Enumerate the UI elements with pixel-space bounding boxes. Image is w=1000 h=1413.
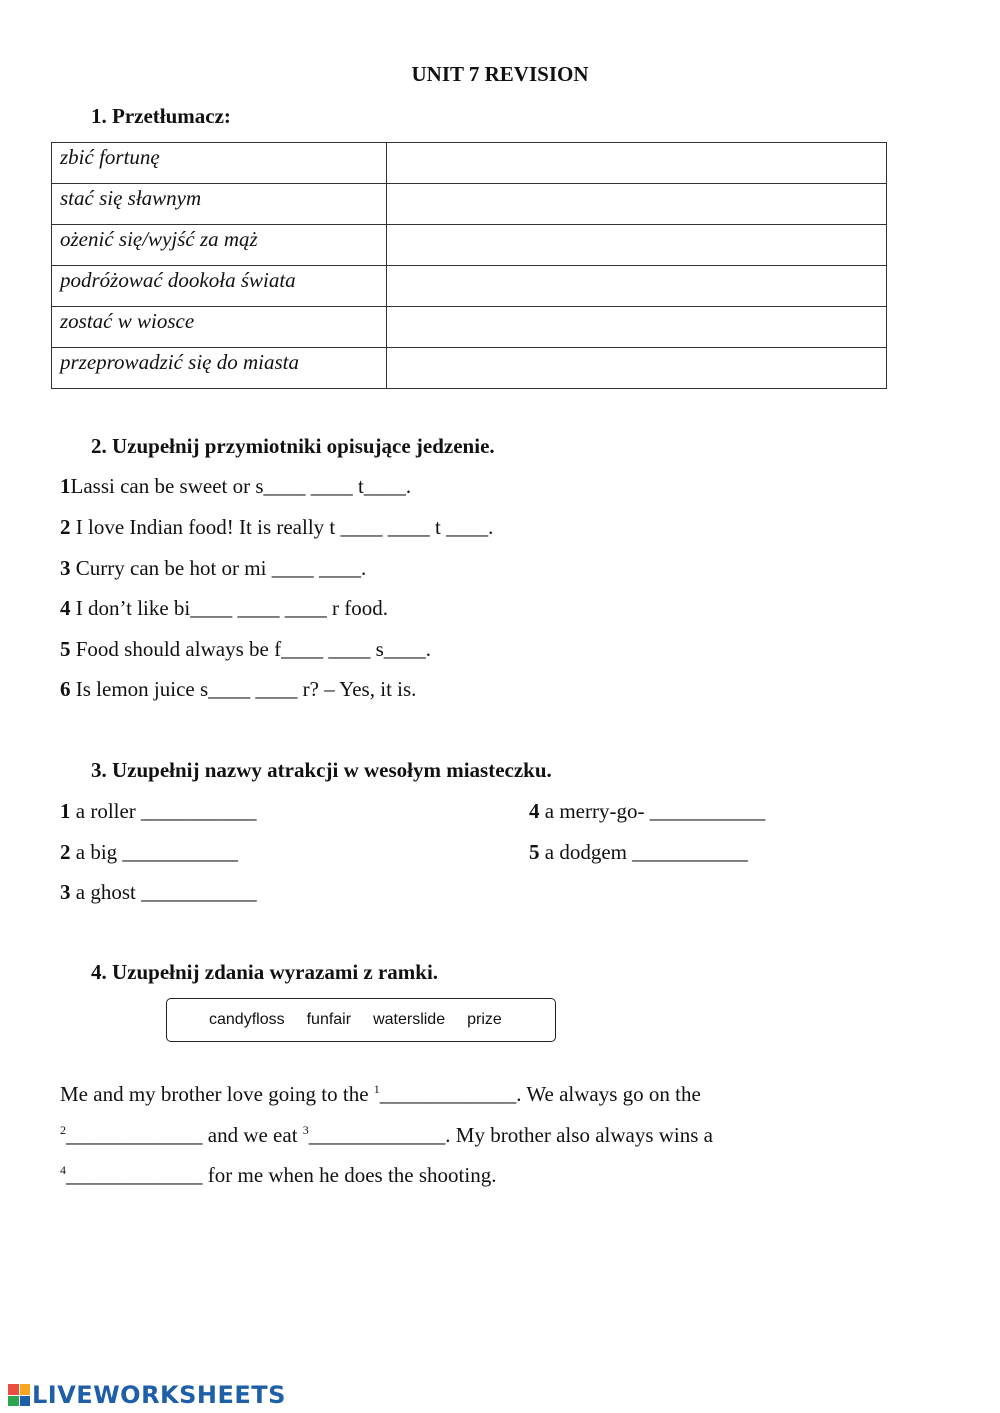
section3-heading: 3. Uzupełnij nazwy atrakcji w wesołym miasteczku. [91,758,552,782]
item-text: a big ___________ [70,840,238,864]
answer-cell[interactable] [387,266,887,307]
item-text: a merry-go- ___________ [539,799,766,823]
item-text: Curry can be hot or mi ____ ____. [70,556,367,580]
food-item-4 [60,596,388,621]
table-row [52,143,887,184]
item-number: 5 [60,637,71,661]
attraction-item-4 [529,799,765,824]
word-chip: funfair [306,1011,352,1028]
section4-heading: 4. Uzupełnij zdania wyrazami z ramki. [91,960,439,984]
item-number: 1 [60,474,71,498]
word-box [166,998,556,1042]
polish-phrase: zostać w wiosce [52,307,387,348]
item-number: 2 [60,515,71,539]
item-number: 3 [60,556,71,580]
item-text: a ghost ___________ [70,880,257,904]
gap-number: 3 [302,1123,309,1137]
food-item-3 [60,556,366,581]
word-chip: candyfloss [209,1011,285,1028]
gap-text: _____________. We always go on the [379,1082,701,1106]
table-row [52,348,887,389]
page-title: UNIT 7 REVISION [411,62,589,86]
liveworksheets-logo [8,1381,286,1409]
item-text: a roller ___________ [70,799,257,823]
gap-number: 4 [60,1163,66,1177]
gap-text-line-3 [60,1163,496,1188]
item-number: 2 [60,840,71,864]
word-chip: waterslide [373,1011,446,1028]
item-text: I don’t like bi____ ____ ____ r food. [70,596,389,620]
item-number: 1 [60,799,71,823]
item-text: Is lemon juice s____ ____ r? – Yes, it is. [70,677,417,701]
gap-number: 2 [60,1123,66,1137]
item-number: 5 [529,840,540,864]
item-number: 4 [60,596,71,620]
polish-phrase: stać się sławnym [52,184,387,225]
food-item-1 [60,474,411,499]
food-item-2 [60,515,493,540]
attraction-item-3 [60,880,257,905]
table-row [52,225,887,266]
logo-text: LIVEWORKSHEETS [32,1381,286,1409]
item-text: Lassi can be sweet or s____ ____ t____. [70,474,412,498]
attraction-item-2 [60,840,238,865]
table-row [52,184,887,225]
item-number: 4 [529,799,540,823]
gap-text: _____________. My brother also always wins a [308,1123,713,1147]
gap-text: _____________ and we eat [66,1123,303,1147]
polish-phrase: ożenić się/wyjść za mąż [52,225,387,266]
answer-cell[interactable] [387,307,887,348]
food-item-6 [60,677,416,702]
item-text: Food should always be f____ ____ s____. [70,637,431,661]
logo-icon [8,1384,30,1406]
word-chip: prize [467,1011,502,1028]
section2-heading: 2. Uzupełnij przymiotniki opisujące jedzenie. [91,434,495,458]
gap-text: Me and my brother love going to the [60,1082,374,1106]
answer-cell[interactable] [387,348,887,389]
polish-phrase: zbić fortunę [52,143,387,184]
item-text: I love Indian food! It is really t ____ ____ t ____. [70,515,494,539]
item-number: 3 [60,880,71,904]
polish-phrase: przeprowadzić się do miasta [52,348,387,389]
gap-text-line-1 [60,1082,701,1107]
attraction-item-5 [529,840,748,865]
gap-text-line-2 [60,1123,713,1148]
attraction-item-1 [60,799,257,824]
answer-cell[interactable] [387,184,887,225]
section1-heading: 1. Przetłumacz: [91,104,231,128]
item-text: a dodgem ___________ [539,840,748,864]
gap-text: _____________ for me when he does the shooting. [66,1163,497,1187]
translation-table [51,142,887,389]
table-row [52,266,887,307]
item-number: 6 [60,677,71,701]
gap-number: 1 [373,1082,380,1096]
answer-cell[interactable] [387,225,887,266]
answer-cell[interactable] [387,143,887,184]
food-item-5 [60,637,431,662]
table-row [52,307,887,348]
polish-phrase: podróżować dookoła świata [52,266,387,307]
